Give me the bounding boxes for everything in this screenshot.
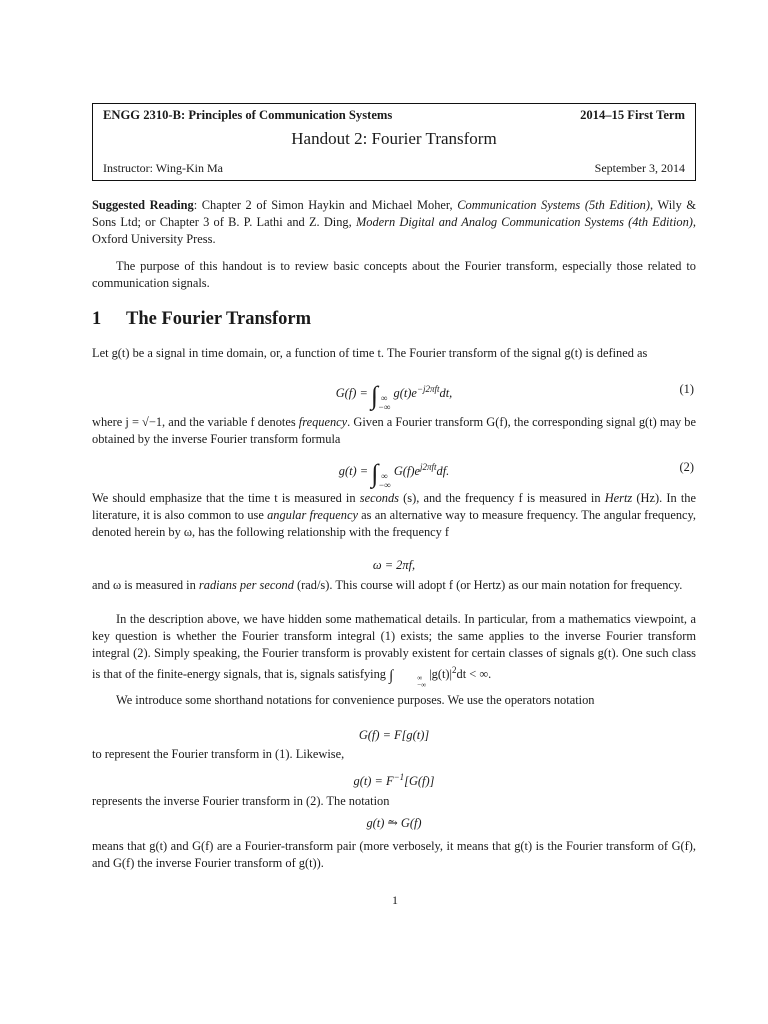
inline-integral-limits [393, 675, 426, 689]
integral-limits [378, 472, 391, 490]
equation-omega-body: ω = 2πf, [372, 558, 416, 572]
p2-emphasis: frequency [298, 415, 348, 429]
header-bottom-row [103, 160, 685, 177]
p5-text-b: |g(t)| [429, 667, 453, 682]
equation-2-number: (2) [679, 460, 694, 474]
eq1-lower: −∞ [378, 402, 391, 413]
equation-1-number: (1) [679, 382, 694, 396]
equation-inverse-op-body [92, 769, 696, 790]
course-title: ENGG 2310-B: Principles of Communication Systems [103, 108, 393, 122]
p5-sup: 2 [452, 665, 457, 675]
eq2-integrand: G(f)e [393, 464, 420, 479]
paragraph-radians [92, 577, 696, 594]
reading-label: Suggested Reading [92, 198, 194, 212]
date-label: September 3, 2014 [594, 161, 685, 175]
eq5-sup: −1 [393, 772, 405, 782]
p5-text-a: In the description above, we have hidden some mathematical details. In particular, from a mathematics viewpoint, a key question is whether the Fourier transform integral (1) exists; the same applies to the inverse Fourier transform integral (2). Simply speaking, the Fourier transform is provably existent for certain classes of signals g(t). One such class is that of the finite-energy signals, that is, signals satisfying [92, 612, 696, 682]
paragraph-represents: represents the inverse Fourier transform in (2). The notation [92, 794, 390, 808]
eq1-lhs: G(f) = [335, 386, 371, 401]
paragraph-pair-meaning: means that g(t) and G(f) are a Fourier-transform pair (more verbosely, it means that g(t) is the Fourier transform of G(f), and G(f) the inverse Fourier transform of g(t)). [92, 839, 696, 870]
eq2-lhs: g(t) = [338, 464, 372, 479]
p3-em-angular: angular frequency [267, 508, 358, 522]
p3-text-d: as an alternative way to measure frequency. The angular frequency, denoted herein by ω, has the following relationship with the frequency f [92, 508, 696, 539]
integral-sign: ∫ [371, 459, 379, 489]
reading-text-1: : Chapter 2 of Simon Haykin and Michael Moher, [193, 198, 458, 212]
p2-text-a: where j = √−1, and the variable f denotes [92, 415, 299, 429]
p3-text-b: (s), and the frequency f is measured in [398, 491, 605, 505]
handout-page [92, 0, 698, 1024]
section-number: 1 [92, 309, 102, 329]
paragraph-units [92, 490, 696, 541]
reading-book-1: Communication Systems (5th Edition) [457, 198, 651, 212]
equation-pair [92, 815, 696, 835]
inline-integral: ∫ [389, 668, 394, 685]
p3-em-seconds: seconds [359, 491, 399, 505]
equation-inverse-op [92, 769, 696, 789]
paragraph-notation: We introduce some shorthand notations for convenience purposes. We use the operators notation [116, 693, 595, 707]
eq1-exponent: −j2πft [416, 384, 440, 394]
intro-paragraph: The purpose of this handout is to review basic concepts about the Fourier transform, especially those related to communication signals. [92, 259, 696, 290]
reading-book-2: Modern Digital and Analog Communication Systems (4th Edition) [355, 215, 693, 229]
paragraph-existence [92, 611, 696, 689]
p3-em-hertz: Hertz [604, 491, 633, 505]
eq5-text-a: g(t) = F [353, 774, 394, 789]
integral-limits [378, 394, 391, 412]
paragraph-inverse [92, 414, 696, 448]
equation-1-body [92, 381, 696, 412]
equation-fourier-op-body: G(f) = F[g(t)] [358, 728, 430, 742]
p3-text-a: We should emphasize that the time t is measured in [92, 491, 360, 505]
equation-2-body [92, 459, 696, 490]
p5-lower: −∞ [417, 681, 427, 690]
eq2-exponent: j2πft [419, 462, 437, 472]
p2-text-b: . Given a Fourier transform G(f), the corresponding signal g(t) may be obtained by the inverse Fourier transform formula [92, 415, 696, 446]
eq1-upper: ∞ [381, 393, 388, 404]
eq1-tail: dt, [439, 386, 453, 401]
header-top-row [103, 107, 685, 124]
instructor-label: Instructor: Wing-Kin Ma [103, 161, 223, 175]
p4-text-b: (rad/s). This course will adopt f (or Hertz) as our main notation for frequency. [293, 578, 683, 592]
section-heading [92, 311, 311, 328]
equation-1 [92, 381, 696, 413]
reading-text-2: , Wily & Sons Ltd; or Chapter 3 of B. P. Lathi and Z. Ding, [92, 198, 697, 229]
eq1-integrand: g(t)e [393, 386, 417, 401]
paragraph-likewise: to represent the Fourier transform in (1). Likewise, [92, 747, 345, 761]
header-box [92, 103, 696, 181]
equation-omega [92, 557, 696, 577]
reading-text-3: , Oxford University Press. [92, 215, 697, 246]
integral-sign: ∫ [370, 381, 379, 411]
p5-upper: ∞ [417, 674, 423, 683]
handout-title: Handout 2: Fourier Transform [291, 129, 497, 148]
eq2-upper: ∞ [381, 471, 388, 482]
p5-text-c: dt < ∞. [456, 667, 492, 682]
term-label: 2014–15 First Term [580, 108, 685, 122]
p3-text-c: (Hz). In the literature, it is also common to use [92, 491, 696, 522]
p4-emphasis: radians per second [198, 578, 294, 592]
equation-fourier-op [92, 727, 696, 747]
paragraph-definition: Let g(t) be a signal in time domain, or, a function of time t. The Fourier transform of the signal g(t) is defined as [92, 346, 648, 360]
eq2-lower: −∞ [378, 480, 391, 491]
page-number: 1 [392, 893, 398, 907]
eq5-text-b: [G(f)] [404, 774, 435, 789]
eq2-tail: df. [436, 464, 450, 479]
equation-2 [92, 459, 696, 491]
section-title: The Fourier Transform [126, 309, 311, 329]
equation-pair-body: g(t) ⥲ G(f) [366, 816, 422, 830]
suggested-reading [92, 197, 696, 248]
p4-text-a: and ω is measured in [92, 578, 199, 592]
